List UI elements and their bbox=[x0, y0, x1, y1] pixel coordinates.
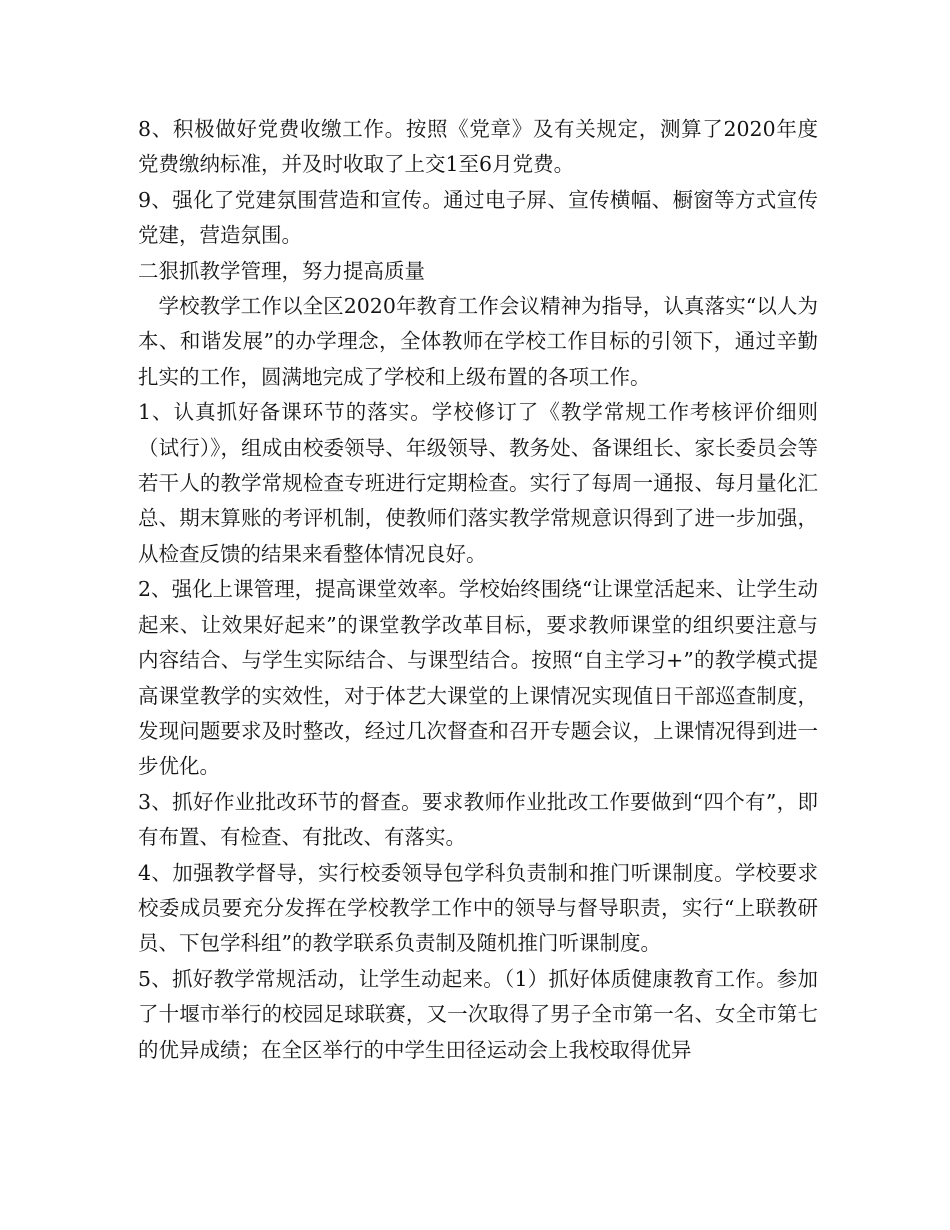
paragraph-teaching-intro: 学校教学工作以全区2020年教育工作会议精神为指导，认真落实“以人为本、和谐发展”的办学理念，全体教师在学校工作目标的引领下，通过辛勤扎实的工作，圆满地完成了学校和上级布置的各项工作。 bbox=[138, 294, 818, 389]
paragraph-party-fee: 8、积极做好党费收缴工作。按照《党章》及有关规定，测算了2020年度党费缴纳标准，并及时收取了上交1至6月党费。 bbox=[138, 117, 818, 177]
paragraph-party-publicity: 9、强化了党建氛围营造和宣传。通过电子屏、宣传横幅、橱窗等方式宣传党建，营造氛围。 bbox=[138, 187, 818, 248]
document-body bbox=[138, 112, 818, 1068]
paragraph-lesson-prep: 1、认真抓好备课环节的落实。学校修订了《教学常规工作考核评价细则（试行）》，组成由校委领导、年级领导、教务处、备课组长、家长委员会等若干人的教学常规检查专班进行定期检查。实行了每周一通报、每月量化汇总、期末算账的考评机制，使教师们落实教学常规意识得到了进一步加强，从检查反馈的结果来看整体情况良好。 bbox=[138, 400, 818, 566]
paragraph-class-management: 2、强化上课管理，提高课堂效率。学校始终围绕“让课堂活起来、让学生动起来、让效果好起来”的课堂教学改革目标，要求教师课堂的组织要注意与内容结合、与学生实际结合、与课型结合。按照“自主学习+”的教学模式提高课堂教学的实效性，对于体艺大课堂的上课情况实现值日干部巡查制度，发现问题要求及时整改，经过几次督查和召开专题会议，上课情况得到进一步优化。 bbox=[138, 577, 818, 779]
paragraph-homework-review: 3、抓好作业批改环节的督查。要求教师作业批改工作要做到“四个有”，即有布置、有检查、有批改、有落实。 bbox=[138, 789, 818, 850]
paragraph-teaching-supervision: 4、加强教学督导，实行校委领导包学科负责制和推门听课制度。学校要求校委成员要充分发挥在学校教学工作中的领导与督导职责，实行“上联教研员、下包学科组”的教学联系负责制及随机推门听课制度。 bbox=[138, 860, 818, 956]
section-heading-teaching-management: 二狠抓教学管理，努力提高质量 bbox=[138, 258, 425, 283]
paragraph-routine-activities: 5、抓好教学常规活动，让学生动起来。（1）抓好体质健康教育工作。参加了十堰市举行的校园足球联赛，又一次取得了男子全市第一名、女全市第七的优异成绩；在全区举行的中学生田径运动会上我校取得优异 bbox=[138, 966, 818, 1062]
